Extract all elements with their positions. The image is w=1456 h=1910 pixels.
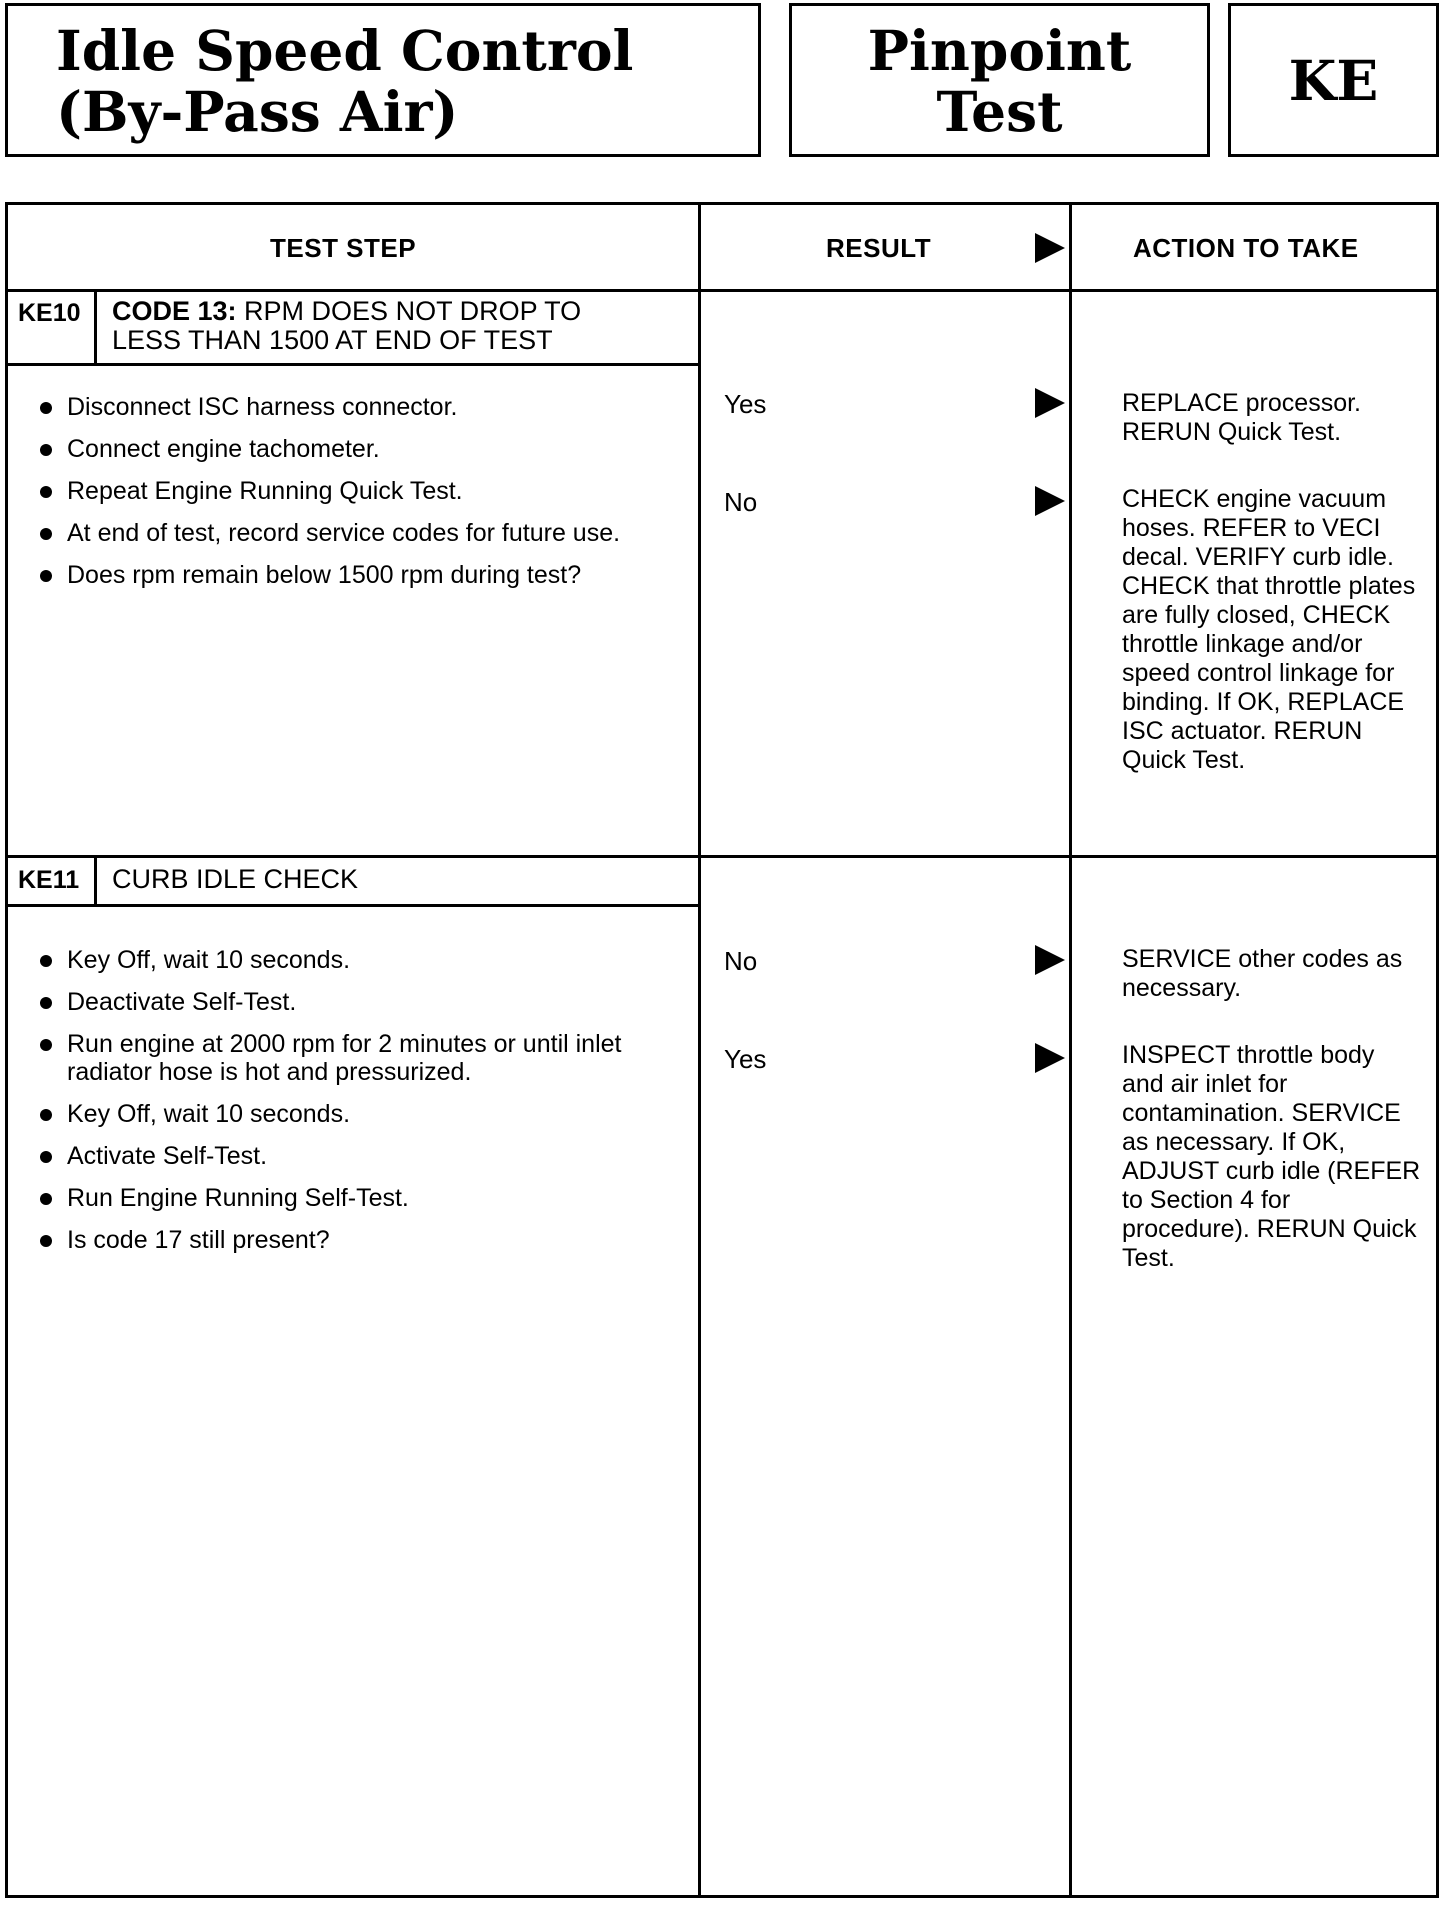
list-item: Deactivate Self-Test.	[38, 988, 668, 1016]
step-ke11-bullet-list	[38, 946, 668, 1268]
test-code: KE	[1288, 48, 1379, 113]
list-item: Does rpm remain below 1500 rpm during test?	[38, 561, 668, 589]
step-ke11-title-underline	[8, 904, 698, 907]
arrow-icon	[1035, 388, 1065, 418]
step-ke10-title-code: CODE 13:	[112, 296, 237, 326]
step-ke10-result-yes: Yes	[724, 389, 767, 419]
list-item: At end of test, record service codes for future use.	[38, 519, 668, 547]
step-ke10-id-divider	[94, 289, 97, 366]
step-ke10-title-line-2: LESS THAN 1500 AT END OF TEST	[112, 325, 553, 355]
list-item: Key Off, wait 10 seconds.	[38, 946, 668, 974]
step-ke11-action-no: SERVICE other codes as necessary.	[1122, 945, 1403, 1002]
test-type-box	[789, 3, 1210, 157]
step-ke11-id-divider	[94, 855, 97, 907]
step-ke11-title: CURB IDLE CHECK	[112, 864, 359, 894]
page-title	[56, 20, 633, 142]
list-item: Activate Self-Test.	[38, 1142, 668, 1170]
step-ke11-action-yes: INSPECT throttle body and air inlet for contamination. SERVICE as necessary. If OK, ADJUST curb idle (REFER to Section 4 for procedure). RERUN Quick Test.	[1122, 1041, 1421, 1272]
test-type-line-1: Pinpoint	[867, 18, 1132, 83]
list-item: Run engine at 2000 rpm for 2 minutes or until inlet radiator hose is hot and pressurized.	[38, 1030, 668, 1086]
pinpoint-test-table	[5, 202, 1439, 1898]
list-item: Connect engine tachometer.	[38, 435, 668, 463]
column-header-action: ACTION TO TAKE	[1133, 233, 1359, 263]
list-item: Disconnect ISC harness connector.	[38, 393, 668, 421]
step-ke10-action-yes: REPLACE processor. RERUN Quick Test.	[1122, 389, 1361, 446]
step-ke11-id: KE11	[18, 866, 80, 894]
test-type	[792, 20, 1207, 142]
column-divider-result	[698, 205, 701, 1895]
step-ke11-result-no: No	[724, 946, 758, 976]
step-ke11-result-yes: Yes	[724, 1044, 767, 1074]
step-ke10-title-underline	[8, 363, 698, 366]
step-ke10-title-line-1: RPM DOES NOT DROP TO	[236, 296, 582, 326]
title-line-1: Idle Speed Control	[56, 18, 634, 83]
test-type-line-2: Test	[936, 79, 1063, 144]
step-ke10-id: KE10	[18, 299, 81, 327]
step-divider	[8, 855, 1436, 858]
column-divider-action	[1069, 205, 1072, 1895]
title-line-2: (By-Pass Air)	[56, 79, 459, 144]
arrow-icon	[1035, 486, 1065, 516]
column-header-result: RESULT	[826, 233, 932, 263]
list-item: Is code 17 still present?	[38, 1226, 668, 1254]
step-ke10-result-no: No	[724, 487, 758, 517]
arrow-icon	[1035, 945, 1065, 975]
arrow-icon	[1035, 233, 1065, 263]
column-header-test-step: TEST STEP	[270, 233, 417, 263]
step-ke10-bullet-list	[38, 393, 668, 603]
list-item: Key Off, wait 10 seconds.	[38, 1100, 668, 1128]
list-item: Run Engine Running Self-Test.	[38, 1184, 668, 1212]
list-item: Repeat Engine Running Quick Test.	[38, 477, 668, 505]
test-code-box	[1228, 3, 1439, 157]
title-box	[5, 3, 761, 157]
header-row-divider	[8, 289, 1436, 292]
step-ke10-action-no: CHECK engine vacuum hoses. REFER to VECI decal. VERIFY curb idle. CHECK that throttle plates are fully closed, CHECK throttle linkage and/or speed control linkage for binding. If OK, REPLACE ISC actuator. RERUN Quick Test.	[1122, 485, 1416, 774]
arrow-icon	[1035, 1043, 1065, 1073]
step-ke10-title	[112, 297, 581, 355]
